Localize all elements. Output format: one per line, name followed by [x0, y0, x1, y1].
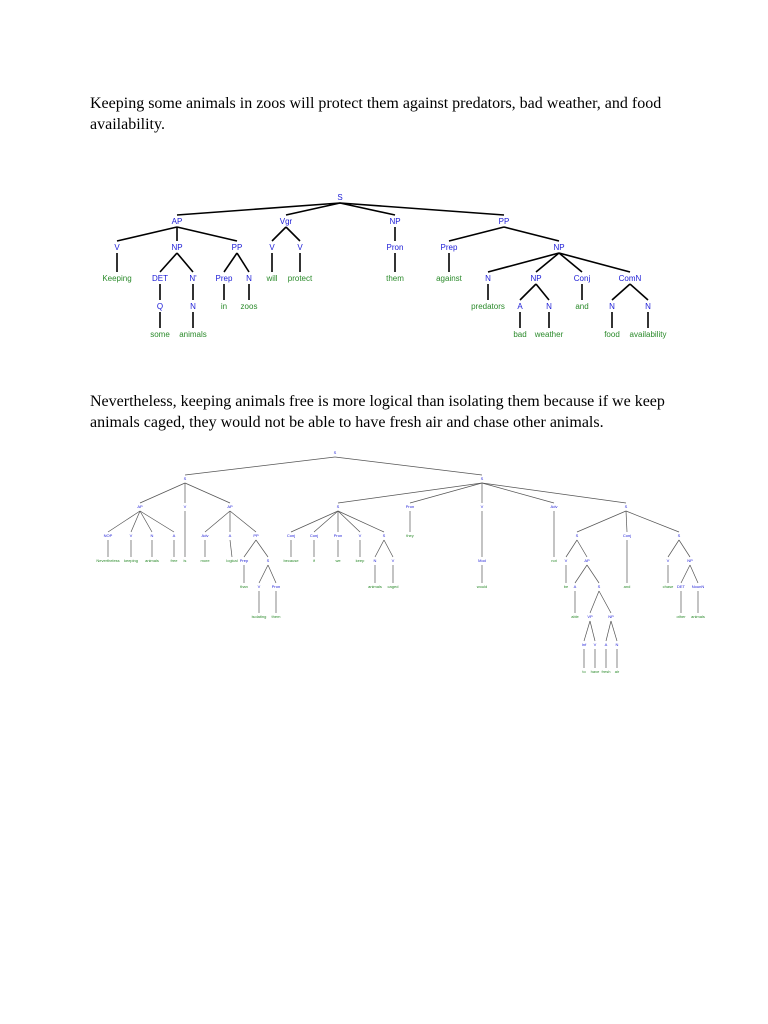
tree-edge	[679, 540, 690, 557]
tree-node-adv1: Adv	[201, 533, 209, 538]
tree-edge	[230, 540, 232, 557]
tree-node-aAb: A	[573, 584, 577, 589]
tree-word-wThey: they	[406, 533, 414, 538]
tree-node-comn: ComN	[618, 274, 642, 283]
tree-edge	[590, 621, 595, 641]
tree-edge	[205, 511, 230, 532]
tree-word-wKeep2: keep	[355, 558, 365, 563]
tree-node-AP: AP	[171, 217, 183, 226]
tree-node-n4: N	[485, 274, 491, 283]
tree-edge	[668, 540, 679, 557]
tree-edge	[611, 621, 617, 641]
tree-edge	[140, 511, 152, 532]
tree-edge	[482, 483, 554, 503]
tree-word-wHave: have	[590, 669, 600, 674]
tree-node-a1: A	[517, 302, 523, 311]
tree-edge	[590, 591, 599, 613]
tree-node-pT: Pron	[271, 584, 281, 589]
tree-node-np5: NP	[687, 558, 693, 563]
tree-word-wIn: in	[220, 302, 228, 311]
sentence-1-text: Keeping some animals in zoos will protect them against predators, bad weather, and food availability.	[90, 95, 662, 133]
tree-edge	[338, 511, 360, 532]
tree-node-S: S	[333, 450, 337, 455]
tree-edge	[536, 284, 549, 300]
tree-edge	[268, 565, 276, 583]
tree-edge	[244, 540, 256, 557]
tree-edge	[375, 540, 384, 557]
tree-word-wIs: is	[183, 558, 187, 563]
tree-edge	[626, 511, 679, 532]
tree-node-prep2: Prep	[440, 243, 458, 252]
tree-edge	[690, 565, 698, 583]
tree-edge	[237, 253, 249, 272]
tree-edge	[577, 511, 626, 532]
tree-node-sI: S	[266, 558, 270, 563]
tree-node-prep1: Prep	[215, 274, 233, 283]
tree-node-apNP: NP	[171, 243, 183, 252]
tree-edge	[256, 540, 268, 557]
tree-node-ap1: AP	[137, 504, 143, 509]
tree-node-np4: NP	[608, 614, 614, 619]
tree-node-PP: PP	[498, 217, 510, 226]
tree-edge	[681, 565, 690, 583]
tree-node-sL: S	[183, 476, 187, 481]
tree-node-ap2: AP	[227, 504, 233, 509]
tree-word-wAir: air	[614, 669, 620, 674]
tree-node-sAC: S	[382, 533, 386, 538]
tree-edge	[482, 483, 626, 503]
tree-edge	[335, 457, 482, 475]
tree-node-sE: S	[677, 533, 681, 538]
tree-word-wThem: them	[386, 274, 404, 283]
tree-word-wBad: bad	[513, 330, 527, 339]
tree-node-prepT: Prep	[239, 558, 249, 563]
tree-node-n3: N	[246, 274, 252, 283]
tree-word-wAvail: availability	[629, 330, 667, 339]
tree-node-ppNP: NP	[553, 243, 565, 252]
tree-node-v1: V	[269, 243, 275, 252]
tree-node-nN: NounN	[691, 584, 705, 589]
tree-edge	[230, 511, 256, 532]
tree-edge	[272, 227, 286, 241]
tree-node-na: N	[150, 533, 154, 538]
tree-node-S: S	[337, 193, 343, 202]
tree-edge	[338, 511, 384, 532]
tree-node-nop: NOP	[103, 533, 113, 538]
tree-node-vBe: V	[564, 558, 568, 563]
tree-word-wCaged: caged	[387, 584, 399, 589]
tree-node-VGR: Vgr	[279, 217, 293, 226]
tree-node-sB: S	[336, 504, 340, 509]
tree-word-wThan: than	[240, 584, 248, 589]
tree-edge	[587, 565, 599, 583]
tree-node-pp2: PP	[253, 533, 259, 538]
tree-word-wKeep: keeping	[123, 558, 139, 563]
tree-node-vIs: V	[183, 504, 187, 509]
tree-edge	[575, 565, 587, 583]
tree-node-nAir: N	[615, 642, 619, 647]
tree-word-wIsol: isolating	[251, 614, 267, 619]
tree-edge	[177, 227, 237, 241]
tree-node-apA: AP	[584, 558, 590, 563]
tree-edge	[338, 483, 482, 503]
tree-node-vCg: V	[391, 558, 395, 563]
tree-node-vp: VP	[587, 614, 593, 619]
tree-word-wNot: not	[551, 558, 557, 563]
tree-word-wAnim: animals	[145, 558, 159, 563]
tree-node-pTh: Pron	[405, 504, 415, 509]
tree-node-n6: N	[609, 302, 615, 311]
tree-node-vI: V	[257, 584, 261, 589]
tree-word-wFree: free	[170, 558, 178, 563]
tree-word-wAnd: and	[575, 302, 589, 311]
tree-node-det: DET	[152, 274, 168, 283]
tree-word-wZoos: zoos	[240, 302, 258, 311]
tree-word-wAnimals3: animals	[691, 614, 705, 619]
tree-word-wAgainst: against	[436, 274, 462, 283]
tree-edge	[177, 253, 193, 272]
tree-node-vk: V	[129, 533, 133, 538]
tree-edge	[566, 540, 577, 557]
tree-word-wLogical: logical	[226, 558, 238, 563]
tree-word-wBe: be	[563, 584, 569, 589]
tree-edge	[291, 511, 338, 532]
syntax-tree-1	[0, 180, 768, 360]
tree-edge	[117, 227, 177, 241]
tree-word-wWould: would	[476, 584, 488, 589]
tree-node-aF: A	[604, 642, 608, 647]
tree-node-np3: NP	[530, 274, 542, 283]
tree-word-wIf: if	[313, 558, 315, 563]
tree-word-wSome: some	[150, 330, 170, 339]
tree-edge	[606, 621, 611, 641]
tree-node-conj: Conj	[573, 274, 591, 283]
tree-node-vW: V	[480, 504, 484, 509]
tree-edge	[599, 591, 611, 613]
tree-word-wChase: chase	[662, 584, 674, 589]
tree-edge	[314, 511, 338, 532]
tree-word-wPredators: predators	[471, 302, 505, 311]
tree-edge	[259, 565, 268, 583]
tree-edge	[504, 227, 559, 241]
tree-node-apPP: PP	[231, 243, 243, 252]
tree-node-cjA: Conj	[622, 533, 632, 538]
tree-edge	[160, 253, 177, 272]
tree-word-wWeather: weather	[534, 330, 564, 339]
tree-node-sF: S	[597, 584, 601, 589]
tree-word-wFresh: fresh	[601, 669, 611, 674]
tree-word-wMore: more	[200, 558, 210, 563]
tree-edge	[286, 227, 300, 241]
tree-edge	[612, 284, 630, 300]
sentence-2-text: Nevertheless, keeping animals free is more logical than isolating them because if we keep animals caged, they would not be able to have fresh air and chase other animals.	[90, 393, 665, 431]
tree-word-wAnd: and	[623, 584, 631, 589]
tree-word-wAble: able	[571, 614, 579, 619]
tree-node-n7: N	[645, 302, 651, 311]
tree-edge	[140, 511, 174, 532]
tree-edge	[577, 540, 587, 557]
tree-edge	[630, 284, 648, 300]
tree-edge	[185, 457, 335, 475]
tree-node-pW: Pron	[333, 533, 343, 538]
tree-word-wThem: them	[271, 614, 281, 619]
tree-word-wTo: to	[582, 669, 586, 674]
tree-node-n5: N	[546, 302, 552, 311]
tree-node-advN: Adv	[550, 504, 558, 509]
tree-word-wWe: we	[335, 558, 341, 563]
tree-edge	[224, 253, 237, 272]
tree-node-mod: Mod	[478, 558, 486, 563]
tree-node-vH: V	[593, 642, 597, 647]
tree-node-sR: S	[480, 476, 484, 481]
tree-edge	[384, 540, 393, 557]
tree-edge	[520, 284, 536, 300]
tree-word-wAnimals2: animals	[368, 584, 382, 589]
tree-node-pron: Pron	[386, 243, 404, 252]
tree-node-cj1: Conj	[286, 533, 296, 538]
tree-node-a2: A	[228, 533, 232, 538]
tree-edge	[140, 483, 185, 503]
tree-edge	[410, 483, 482, 503]
tree-word-wOther: other	[676, 614, 686, 619]
tree-node-vK: V	[358, 533, 362, 538]
tree-word-wWill: will	[266, 274, 278, 283]
tree-word-wKeeping: Keeping	[102, 274, 132, 283]
tree-word-wBecause: because	[283, 558, 299, 563]
tree-node-NP: NP	[389, 217, 401, 226]
tree-word-wProtect: protect	[287, 274, 313, 283]
tree-node-inf: Inf	[581, 642, 587, 647]
tree-edge	[584, 621, 590, 641]
tree-node-vCh: V	[666, 558, 670, 563]
tree-node-v2: V	[297, 243, 303, 252]
tree-edge	[626, 511, 627, 532]
tree-node-sD: S	[575, 533, 579, 538]
tree-node-nb: N'	[189, 274, 197, 283]
tree-node-cj2: Conj	[309, 533, 319, 538]
tree-word-wAnimals: animals	[179, 330, 207, 339]
tree-node-af: A	[172, 533, 176, 538]
tree-node-sC: S	[624, 504, 628, 509]
tree-node-q: Q	[156, 302, 164, 311]
tree-node-nAn: N	[373, 558, 377, 563]
tree-edge	[185, 483, 230, 503]
tree-node-n2: N	[190, 302, 196, 311]
tree-node-apV: V	[114, 243, 120, 252]
tree-word-wNev: Nevertheless	[96, 558, 120, 563]
tree-word-wFood: food	[604, 330, 620, 339]
syntax-tree-2	[0, 440, 768, 690]
tree-edge	[449, 227, 504, 241]
tree-node-det2: DET	[677, 584, 685, 589]
